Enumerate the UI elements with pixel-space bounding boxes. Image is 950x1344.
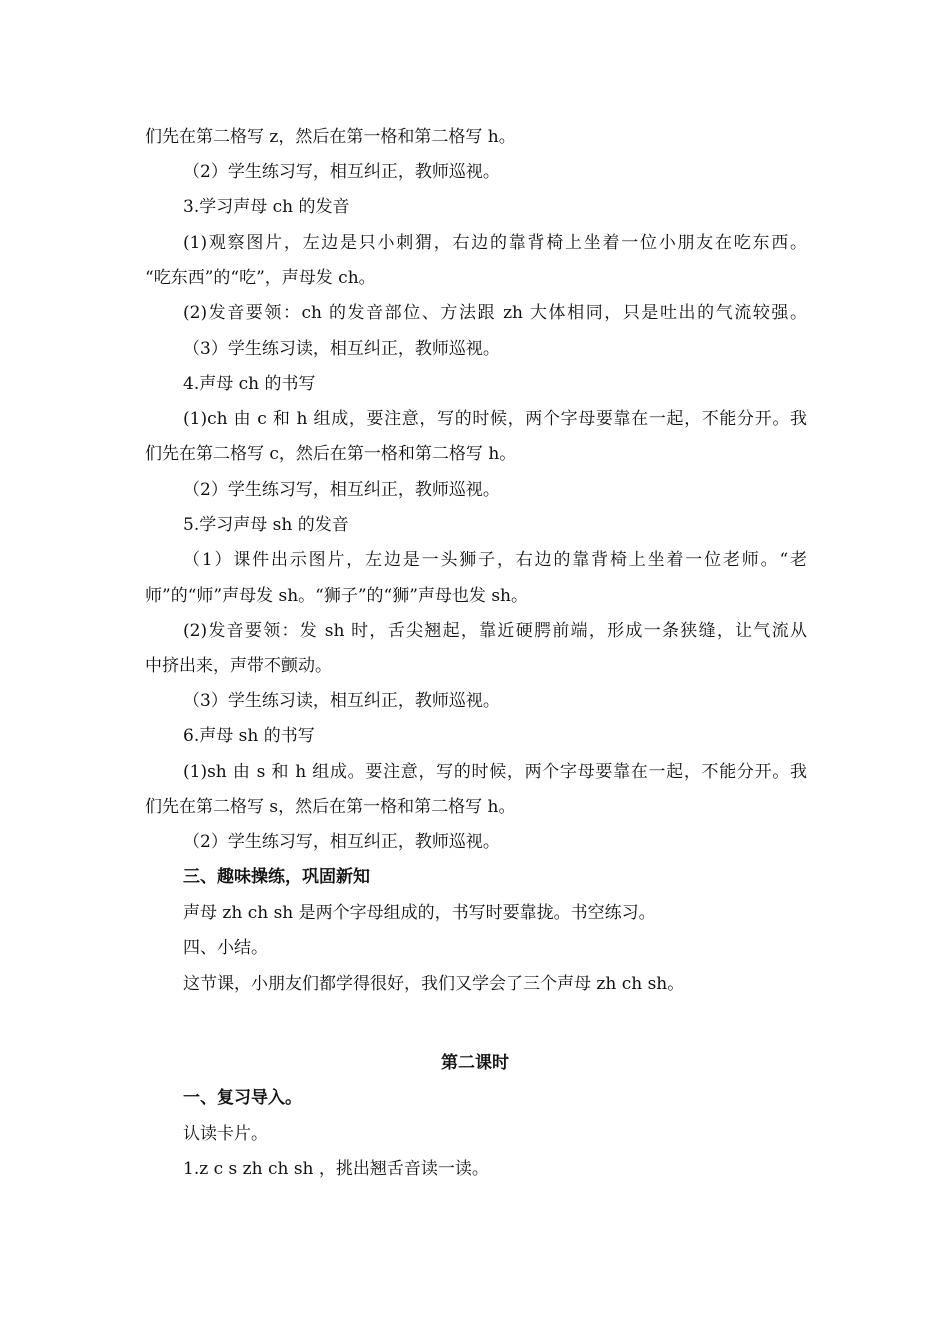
section-heading: 4.声母 ch 的书写 bbox=[183, 374, 316, 394]
section-heading: 三、趣味操练，巩固新知 bbox=[183, 867, 370, 887]
text-line: (2)发音要领：ch 的发音部位、方法跟 zh 大体相同，只是吐出的气流较强。 bbox=[183, 303, 807, 323]
text-line: (1)sh 由 s 和 h 组成。要注意，写的时候，两个字母要靠在一起，不能分开。我 bbox=[183, 762, 807, 782]
text-line: （2）学生练习写，相互纠正，教师巡视。 bbox=[183, 162, 500, 182]
text-line: （3）学生练习读，相互纠正，教师巡视。 bbox=[183, 339, 500, 359]
section-heading: 5.学习声母 sh 的发音 bbox=[183, 515, 349, 535]
section-heading: 3.学习声母 ch 的发音 bbox=[183, 197, 350, 217]
text-line: 认读卡片。 bbox=[183, 1124, 268, 1144]
text-line: 们先在第二格写 s，然后在第一格和第二格写 h。 bbox=[145, 797, 516, 817]
section-heading: 一、复习导入。 bbox=[183, 1088, 302, 1108]
text-line: 们先在第二格写 c，然后在第一格和第二格写 h。 bbox=[145, 444, 517, 464]
text-line: (1)ch 由 c 和 h 组成，要注意，写的时候，两个字母要靠在一起，不能分开。我 bbox=[183, 409, 807, 429]
text-line: “吃东西”的“吃”，声母发 ch。 bbox=[145, 268, 376, 288]
text-line: 1.z c s zh ch sh ，挑出翘舌音读一读。 bbox=[183, 1159, 489, 1179]
text-line: （3）学生练习读，相互纠正，教师巡视。 bbox=[183, 691, 500, 711]
lesson-title: 第二课时 bbox=[441, 1053, 509, 1073]
text-line: 这节课，小朋友们都学得很好，我们又学会了三个声母 zh ch sh。 bbox=[183, 974, 685, 994]
text-line: 中挤出来，声带不颤动。 bbox=[145, 656, 332, 676]
section-heading: 四、小结。 bbox=[183, 938, 268, 958]
text-line: （1）课件出示图片，左边是一头狮子，右边的靠背椅上坐着一位老师。“老 bbox=[183, 550, 807, 570]
text-line: （2）学生练习写，相互纠正，教师巡视。 bbox=[183, 480, 500, 500]
text-line: 声母 zh ch sh 是两个字母组成的，书写时要靠拢。书空练习。 bbox=[183, 903, 656, 923]
text-line: （2）学生练习写，相互纠正，教师巡视。 bbox=[183, 832, 500, 852]
section-heading: 6.声母 sh 的书写 bbox=[183, 726, 315, 746]
text-line: 们先在第二格写 z，然后在第一格和第二格写 h。 bbox=[145, 127, 516, 147]
text-line: (1)观察图片，左边是只小刺猬，右边的靠背椅上坐着一位小朋友在吃东西。 bbox=[183, 233, 807, 253]
text-line: 师”的“师”声母发 sh。“狮子”的“狮”声母也发 sh。 bbox=[145, 586, 528, 606]
text-line: (2)发音要领：发 sh 时，舌尖翘起，靠近硬腭前端，形成一条狭缝，让气流从 bbox=[183, 621, 807, 641]
